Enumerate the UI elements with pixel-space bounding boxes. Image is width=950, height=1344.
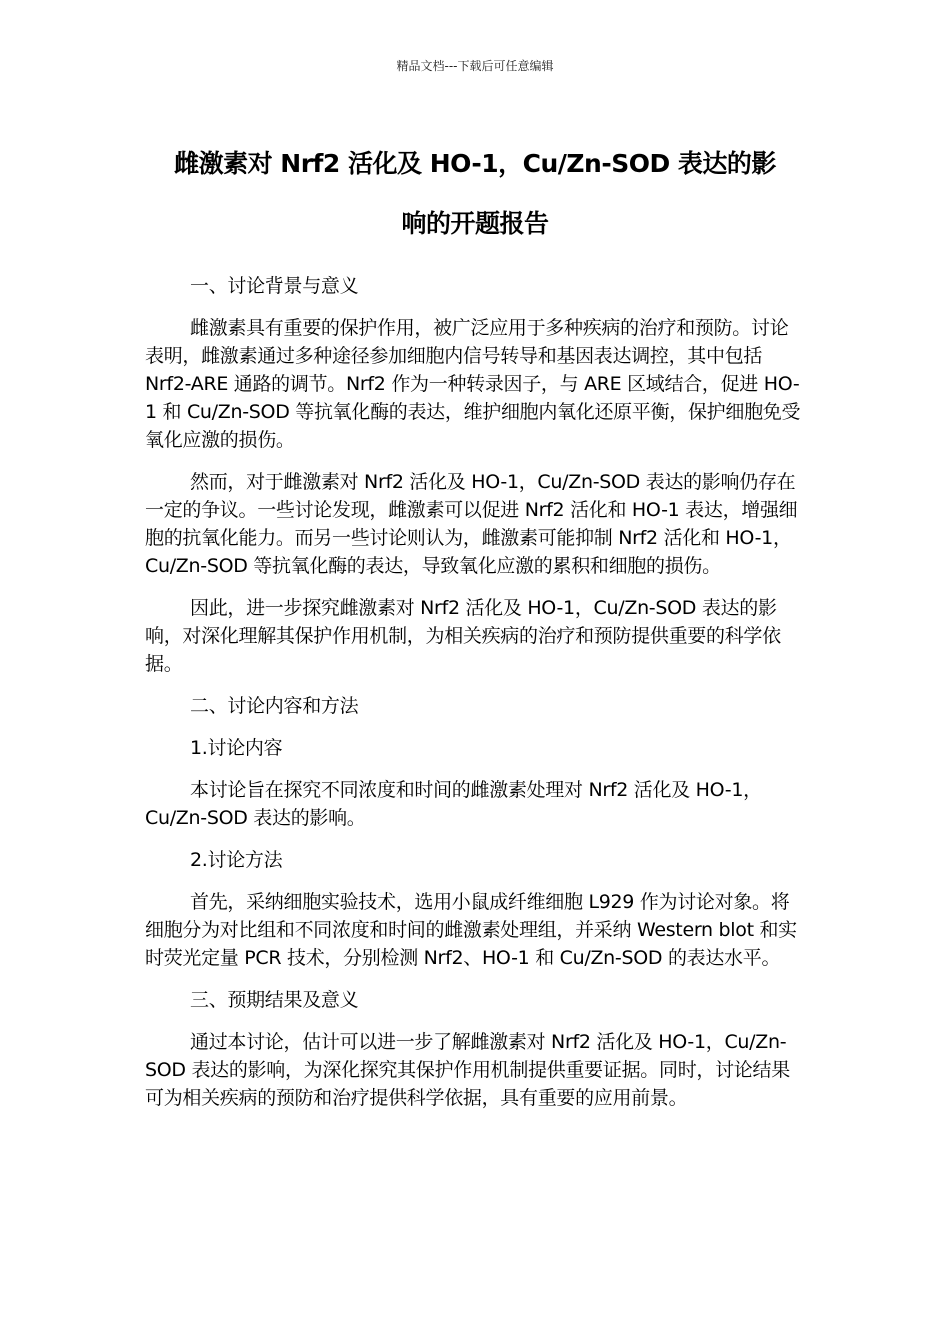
section-1-paragraph-2: 然而，对于雌激素对 Nrf2 活化及 HO-1，Cu/Zn-SOD 表达的影响仍存在一定的争议。一些讨论发现，雌激素可以促进 Nrf2 活化和 HO-1 表达，增强细胞的抗氧化能力。而另一些讨论则认为，雌激素可能抑制 Nrf2 活化和 HO-1，Cu/Zn-SOD 等抗氧化酶的表达，导致氧化应激的累积和细胞的损伤。 — [145, 471, 798, 577]
section-2-sub-1-text: 本讨论旨在探究不同浓度和时间的雌激素处理对 Nrf2 活化及 HO-1，Cu/Zn-SOD 表达的影响。 — [145, 779, 762, 829]
section-1-heading: 一、讨论背景与意义 — [190, 275, 359, 297]
section-2-sub-1-heading: 1.讨论内容 — [190, 737, 283, 759]
section-3-text: 通过本讨论，估计可以进一步了解雌激素对 Nrf2 活化及 HO-1，Cu/Zn-SOD 表达的影响，为深化探究其保护作用机制提供重要证据。同时，讨论结果可为相关疾病的预防和治疗提供科学依据，具有重要的应用前景。 — [145, 1031, 790, 1109]
section-1-paragraph-1: 雌激素具有重要的保护作用，被广泛应用于多种疾病的治疗和预防。讨论表明，雌激素通过多种途径参加细胞内信号转导和基因表达调控，其中包括 Nrf2-ARE 通路的调节。Nrf2 作为一种转录因子，与 ARE 区域结合，促进 HO-1 和 Cu/Zn-SOD 等抗氧化酶的表达，维护细胞内氧化还原平衡，保护细胞免受氧化应激的损伤。 — [145, 317, 801, 451]
section-2-sub-2-heading: 2.讨论方法 — [190, 849, 283, 871]
section-2-heading: 二、讨论内容和方法 — [190, 695, 359, 717]
section-1-paragraph-3: 因此，进一步探究雌激素对 Nrf2 活化及 HO-1，Cu/Zn-SOD 表达的影响，对深化理解其保护作用机制，为相关疾病的治疗和预防提供重要的科学依据。 — [145, 597, 781, 675]
title-line-2: 响的开题报告 — [401, 209, 549, 238]
title-line-1: 雌激素对 Nrf2 活化及 HO-1，Cu/Zn-SOD 表达的影 — [174, 149, 776, 178]
section-2-sub-2-text: 首先，采纳细胞实验技术，选用小鼠成纤维细胞 L929 作为讨论对象。将细胞分为对比组和不同浓度和时间的雌激素处理组，并采纳 Western blot 和实时荧光定量 PCR 技术，分别检测 Nrf2、HO-1 和 Cu/Zn-SOD 的表达水平。 — [145, 891, 797, 969]
section-3-heading: 三、预期结果及意义 — [190, 989, 359, 1011]
document-title — [145, 134, 805, 254]
page-header-note: 精品文档---下载后可任意编辑 — [396, 59, 554, 73]
document-body — [145, 272, 807, 1126]
